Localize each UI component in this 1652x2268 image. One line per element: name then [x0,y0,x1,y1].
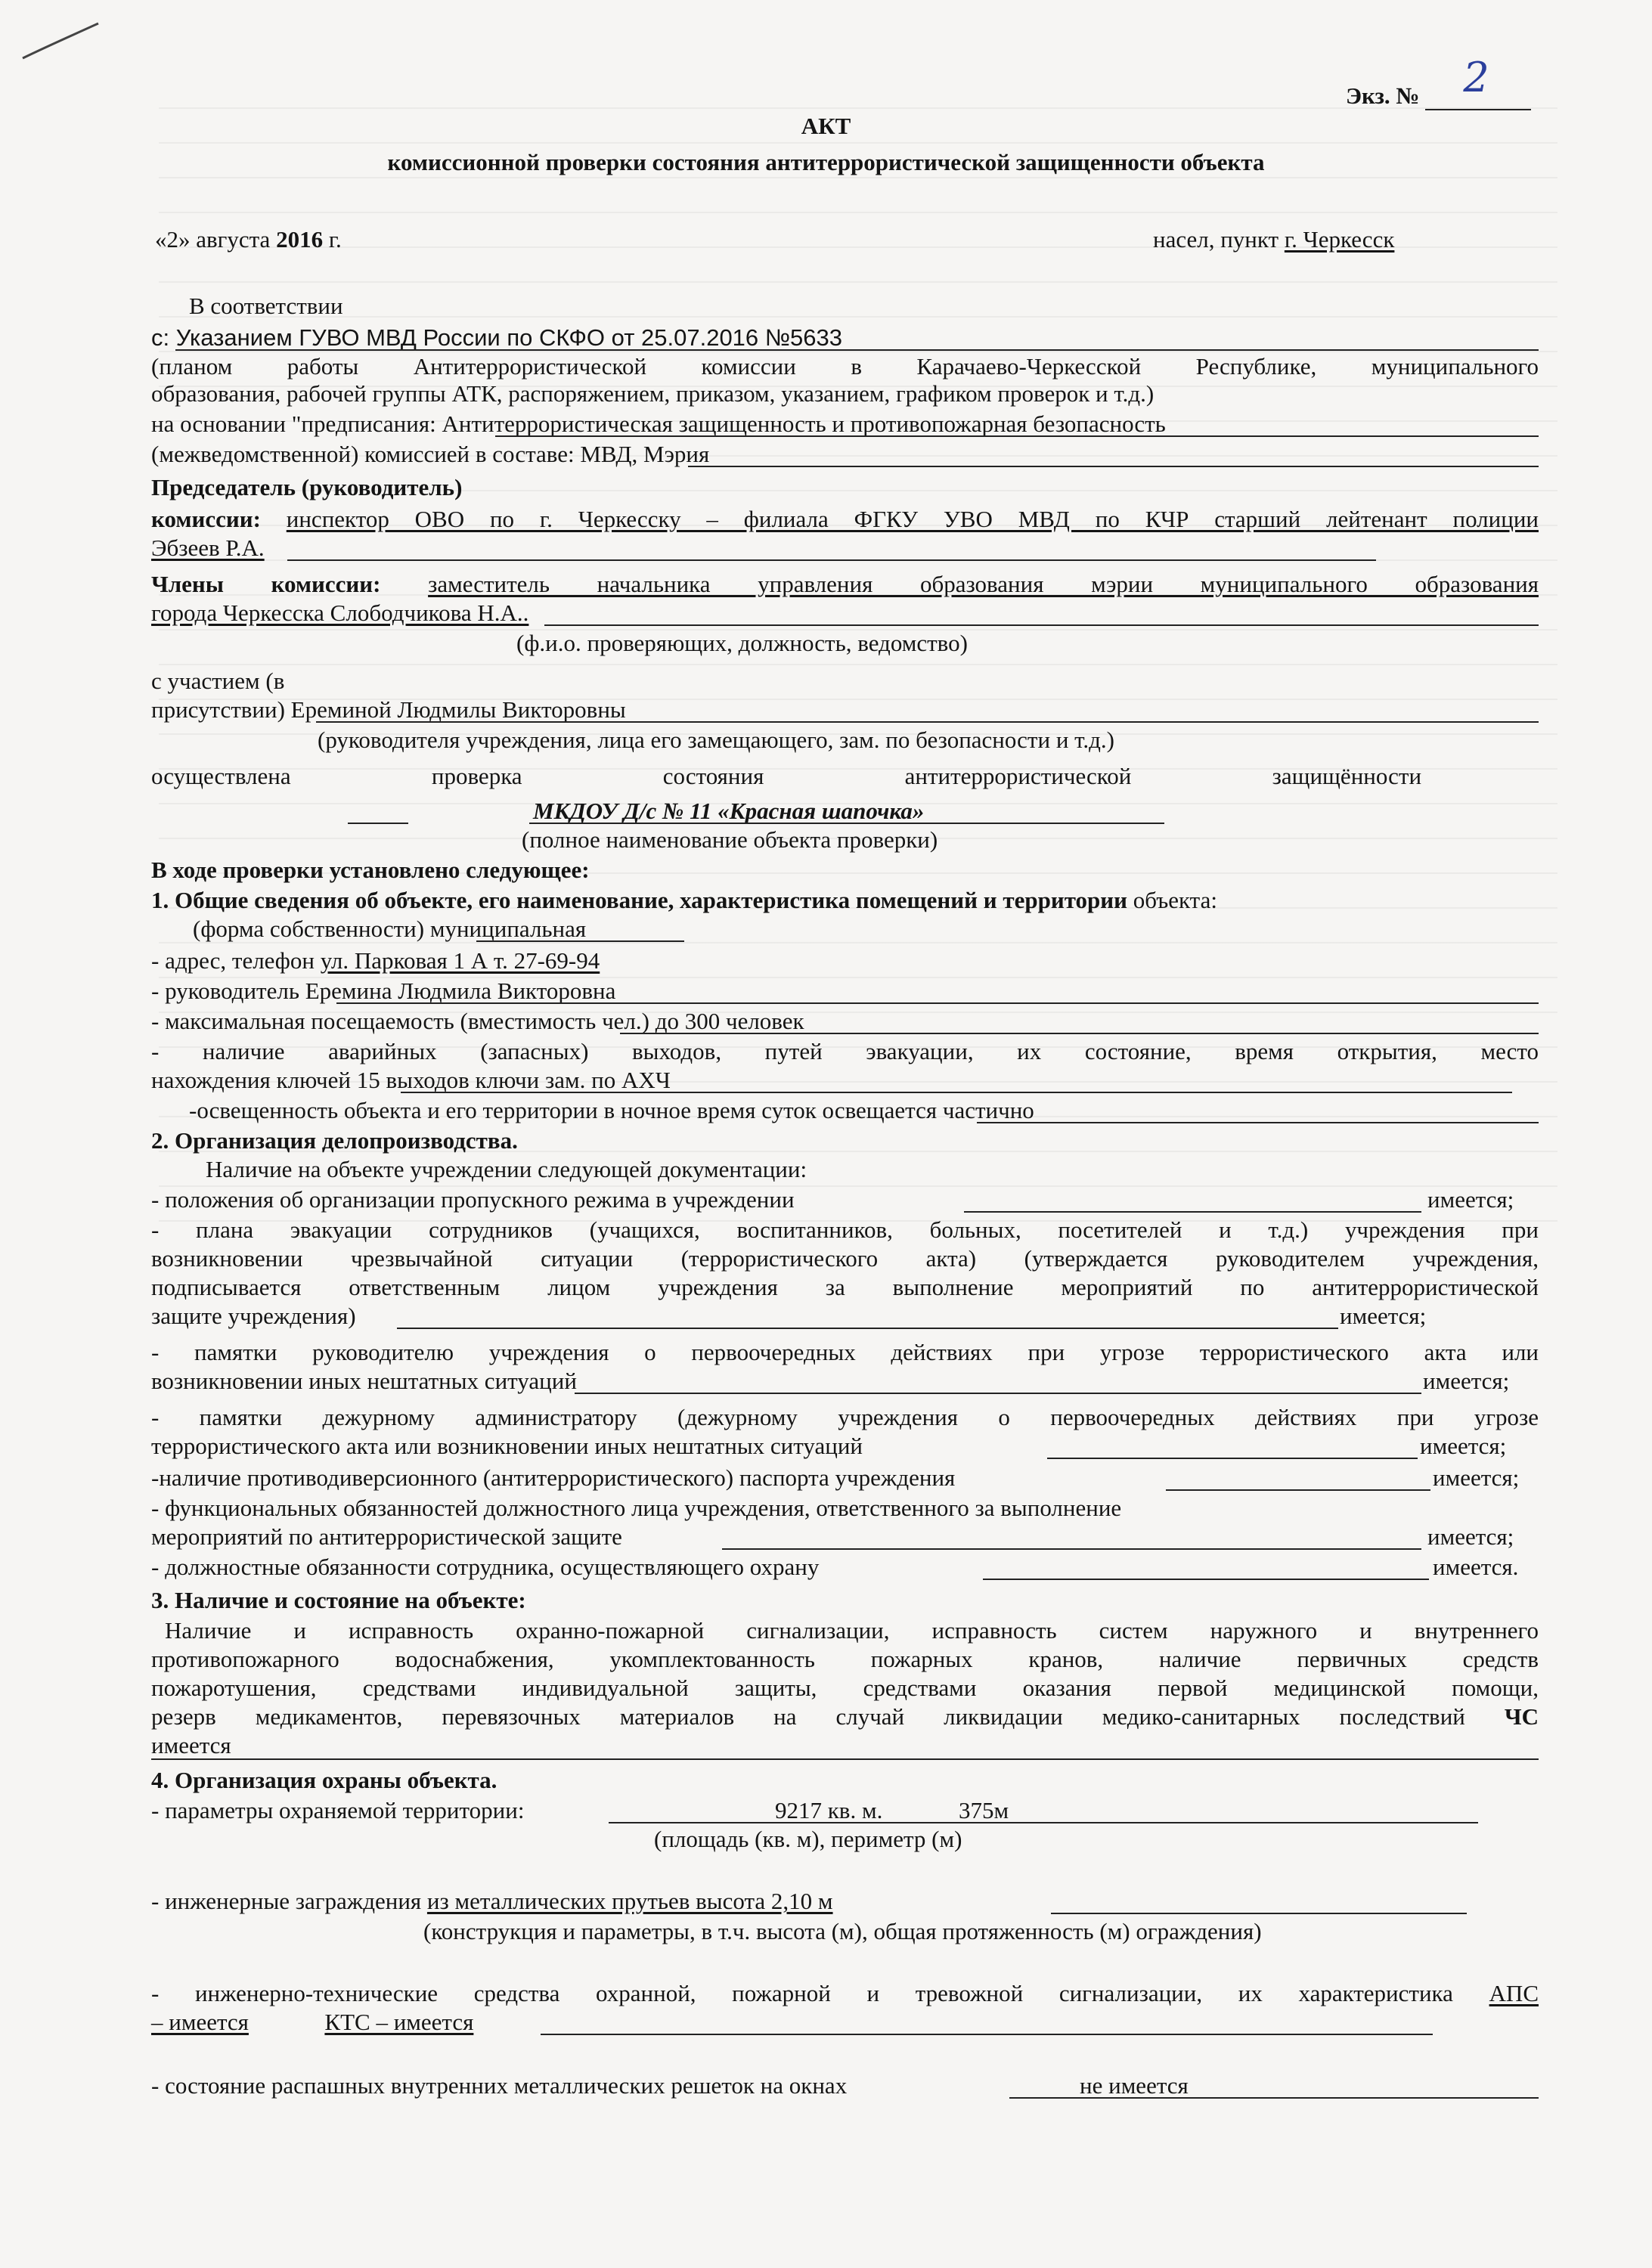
fence-line [151,1887,1539,1916]
copy-number-handwritten: 2 [1463,54,1489,101]
alarm-rule [541,2034,1433,2035]
doc-item-2-status: имеется; [1340,1303,1427,1329]
alarm-aps: АПС [1489,1980,1539,2006]
capacity-value: до 300 человек [655,1008,804,1034]
doc-item-2-line-1: - плана эвакуации сотрудников (учащихся, воспитанников, больных, посетителей и т.д.) учреждения при [151,1216,1539,1243]
copy-number-label: Экз. № [1346,82,1420,109]
doc-item-5-status: имеется; [1433,1464,1520,1491]
members-value-1: заместитель начальника управления образования мэрии муниципального образования [428,571,1539,597]
check-word-5: защищённости [1272,763,1422,789]
exits-rule [401,1092,1512,1093]
head-value: Еремина Людмила Викторовна [305,978,616,1004]
check-word-4: антитеррористической [904,763,1132,789]
section3-line-4-tail: ЧС [1504,1703,1539,1730]
section3-line-4-text: резерв медикаментов, перевязочных материалов на случай ликвидации медико-санитарных последствий [151,1703,1465,1730]
lighting-line [189,1096,1539,1125]
participation-label-2: присутствии) [151,696,285,723]
section3-heading: 3. Наличие и состояние на объекте: [151,1587,526,1613]
address-line [151,947,1539,975]
doc-item-1 [151,1185,1539,1214]
commission-line [151,440,1539,469]
members-hint: (ф.и.о. проверяющих, должность, ведомство) [516,630,968,656]
doc-item-2-line-2: возникновении чрезвычайной ситуации (террористического акта) (утверждается руководителем учреждения, [151,1245,1539,1272]
copy-number [1346,54,1531,110]
chair-line-2 [151,534,1539,562]
doc-item-7: - должностные обязанности сотрудника, осуществляющего охрану [151,1554,820,1580]
head-line [151,977,1539,1005]
act-date: «2» августа [155,226,271,253]
capacity-line [151,1007,1539,1036]
doc-item-3-status: имеется; [1423,1368,1510,1394]
doc-item-3-line-1: - памятки руководителю учреждения о первоочередных действиях при угрозе террористического акта или [151,1339,1539,1365]
basis-order: Указанием ГУВО МВД России по СКФО от 25.07.2016 №5633 [175,324,842,351]
commission-rule [688,466,1539,467]
on-basis-line [151,410,1539,438]
chair-label-2: комиссии: [151,506,261,532]
exits-value: 15 выходов ключи зам. по АХЧ [356,1067,671,1093]
doc-item-2-rule [397,1328,1338,1329]
doc-item-4-status: имеется; [1420,1433,1507,1459]
on-basis-label: на основании "предписания: [151,411,436,437]
chair-rule [287,559,1376,561]
act-subtitle: комиссионной проверки состояния антитеррористической защищенности объекта [387,149,1265,175]
members-rule [544,624,1539,626]
doc-item-4-line-2: террористического акта или возникновении иных нештатных ситуаций [151,1433,863,1459]
section3-value: имеется [151,1732,231,1758]
doc-item-1-status: имеется; [1427,1186,1514,1213]
lighting-label: -освещенность объекта и его территории в ночное время суток [189,1097,817,1123]
ownership-label: (форма собственности) [193,916,425,942]
section3-rule [151,1758,1539,1760]
participation-value: Ереминой Людмилы Викторовны [290,696,626,723]
territory-area: 9217 кв. м. [775,1797,883,1823]
check-line [151,762,1421,791]
address-value: ул. Парковая 1 А т. 27-69-94 [320,947,600,974]
doc-item-1-label: - положения об организации пропускного режима в учреждении [151,1186,795,1213]
fence-hint: (конструкция и параметры, в т.ч. высота (м), общая протяженность (м) ограждения) [423,1918,1262,1944]
basis-hint-2: образования, рабочей группы АТК, распоряжением, приказом, указанием, графиком проверок и т.д.) [151,380,1155,407]
basis-intro: В соответствии [189,293,343,319]
doc-item-6-line-1: - функциональных обязанностей должностного лица учреждения, ответственного за выполнение [151,1495,1122,1521]
doc-item-4-rule [1047,1458,1418,1459]
alarm-aps-status: – имеется [151,2009,249,2035]
members-label: Члены комиссии: [151,571,381,597]
section3-line-2: противопожарного водоснабжения, укомплектованность пожарных кранов, наличие первичных средств [151,1646,1539,1672]
on-basis-rule [495,435,1539,437]
participation-line [151,696,1539,724]
doc-item-3-rule [575,1393,1421,1394]
grates-value: не имеется [1080,2072,1189,2099]
alarm-kts-status: КТС – имеется [324,2009,474,2035]
section2-intro: Наличие на объекте учреждении следующей документации: [206,1156,807,1182]
capacity-label: - максимальная посещаемость (вместимость чел.) [151,1008,649,1034]
exits-line-1: - наличие аварийных (запасных) выходов, путей эвакуации, их состояние, время открытия, место [151,1038,1539,1064]
members-line-2 [151,599,1539,627]
alarm-line-2 [151,2008,1539,2037]
fence-rule [1051,1913,1467,1914]
basis-order-rule [175,349,1539,351]
territory-rule [609,1822,1478,1823]
participation-hint: (руководителя учреждения, лица его замещающего, зам. по безопасности и т.д.) [318,727,1114,753]
capacity-rule [620,1033,1539,1034]
check-object-rule [529,823,1164,824]
act-year: 2016 [276,226,324,253]
doc-item-7-rule [983,1579,1429,1580]
check-word-2: проверка [431,763,522,789]
alarm-text: - инженерно-технические средства охранной, пожарной и тревожной сигнализации, их характеристика [151,1980,1453,2006]
basis-prefix: с: [151,324,170,351]
doc-item-5: -наличие противодиверсионного (антитеррористического) паспорта учреждения [151,1464,956,1491]
basis-hint-1: (планом работы Антитеррористической комиссии в Карачаево-Черкесской Республике, муниципального [151,353,1539,380]
pen-stroke-mark [19,19,102,64]
act-title: АКТ [801,113,851,139]
participation-label: с участием (в [151,668,285,694]
address-label: - адрес, телефон [151,947,315,974]
fence-label: - инженерные заграждения [151,1888,422,1914]
doc-item-6-status: имеется; [1427,1523,1514,1550]
doc-item-4-line-1: - памятки дежурному администратору (дежурному учреждения о первоочередных действиях при угрозе [151,1404,1539,1430]
section3-line-1: Наличие и исправность охранно-пожарной сигнализации, исправность систем наружного и внутреннего [165,1617,1539,1644]
year-suffix: г. [328,226,342,253]
doc-item-6-line-2: мероприятий по антитеррористической защите [151,1523,622,1550]
fence-value: из металлических прутьев высота 2,10 м [426,1888,833,1914]
basis-order-line [151,324,1539,352]
members-line-1 [151,570,1539,599]
section3-line-4 [151,1703,1539,1731]
section1-title: 1. Общие сведения об объекте, его наименование, характеристика помещений и территории [151,887,1127,913]
territory-hint: (площадь (кв. м), периметр (м) [654,1826,962,1852]
doc-item-3-line-2: возникновении иных нештатных ситуаций [151,1368,577,1394]
on-basis-value: Антитеррористическая защищенность и противопожарная безопасность [442,411,1166,437]
territory-perimeter: 375м [959,1797,1009,1823]
head-label: - руководитель [151,978,299,1004]
settlement-value: г. Черкесск [1284,226,1395,253]
settlement-label: насел, пункт [1153,226,1279,253]
head-rule [336,1002,1539,1004]
settlement [1153,225,1394,254]
section3-line-3: пожаротушения, средствами индивидуальной защиты, средствами оказания первой медицинской помощи, [151,1675,1539,1701]
grates-line [151,2071,1539,2100]
ownership-value: муниципальная [429,916,587,942]
lighting-value: освещается частично [822,1097,1034,1123]
check-rule-left [348,823,408,824]
section1-title-tail: объекта: [1133,887,1217,913]
exits-label: нахождения ключей [151,1067,351,1093]
lighting-rule [977,1122,1539,1123]
chair-line [151,505,1539,534]
exits-line-2 [151,1066,1539,1095]
doc-item-5-rule [1166,1489,1430,1491]
members-value-2: города Черкесска Слободчикова Н.А.. [151,600,529,626]
ownership-rule [476,940,684,942]
check-object: МКДОУ Д/с № 11 «Красная шапочка» [533,798,925,824]
chair-label: Председатель (руководитель) [151,474,463,500]
grates-label: - состояние распашных внутренних металлических решеток на окнах [151,2072,848,2099]
commission-label: (межведомственной) комиссией в составе: [151,441,575,467]
ownership-line [193,915,1539,943]
doc-item-2-line-3: подписывается ответственным лицом учреждения за выполнение мероприятий по антитеррористической [151,1274,1539,1300]
doc-item-1-rule [964,1211,1421,1213]
alarm-line-1 [151,1979,1539,2008]
participation-rule [316,721,1539,723]
doc-item-6-rule [722,1548,1421,1550]
section4-heading: 4. Организация охраны объекта. [151,1767,497,1793]
doc-item-7-status: имеется. [1433,1554,1519,1580]
section2-heading: 2. Организация делопроизводства. [151,1127,518,1154]
check-word-1: осуществлена [151,763,291,789]
territory-label: - параметры охраняемой территории: [151,1797,525,1823]
findings-heading: В ходе проверки установлено следующее: [151,857,590,883]
check-hint: (полное наименование объекта проверки) [522,826,938,853]
section1-heading [151,886,1539,915]
check-word-3: состояния [662,763,764,789]
chair-value-1: инспектор ОВО по г. Черкесску – филиала ФГКУ УВО МВД по КЧР старший лейтенант полиции [286,506,1539,532]
doc-item-2-line-4: защите учреждения) [151,1303,356,1329]
copy-number-field [1425,54,1531,110]
chair-value-2: Эбзеев Р.А. [151,534,265,561]
commission-value: МВД, Мэрия [580,441,710,467]
